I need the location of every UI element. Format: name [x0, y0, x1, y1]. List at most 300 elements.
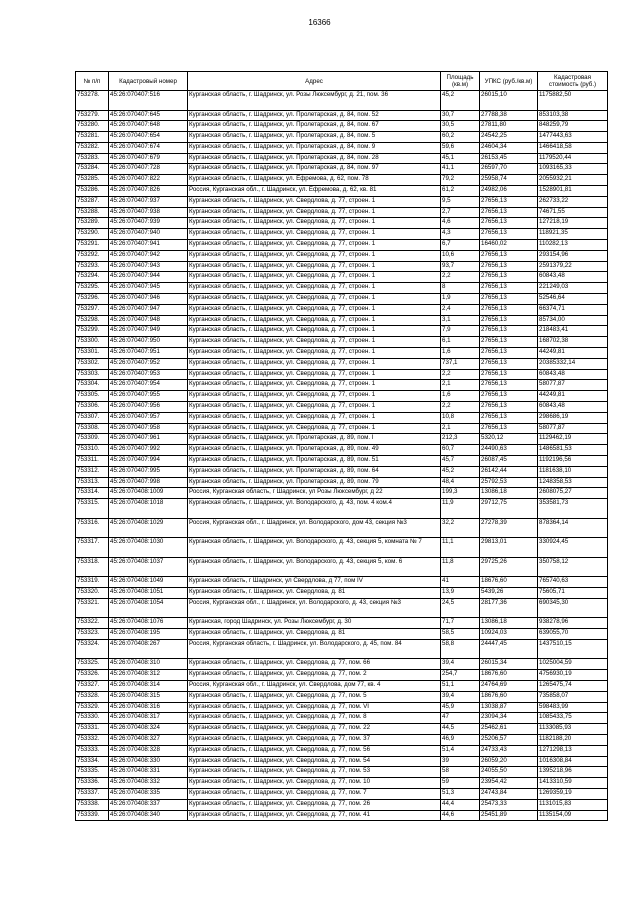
cadastral-number-cell: 45:26:070408:195 [109, 629, 188, 640]
table-row [76, 778, 608, 789]
row-number-cell: 753313. [76, 477, 109, 488]
row-number-cell: 753304. [76, 380, 109, 391]
cadastral-value-cell: 765740,63 [538, 577, 608, 588]
upks-cell: 13086,18 [480, 488, 538, 499]
cadastral-number-cell: 45:26:070407:944 [109, 272, 188, 283]
address-cell: Курганская область, г. Шадринск, ул. Свердлова, д. 77, пом. 2 [188, 670, 441, 681]
row-number-cell: 753307. [76, 412, 109, 423]
area-cell: 45,2 [441, 91, 480, 111]
cadastral-number-cell: 45:26:070407:938 [109, 207, 188, 218]
address-cell: Курганская область, г. Шадринск, ул. Свердлова, д. 77, строен. 1 [188, 304, 441, 315]
address-cell: Курганская область, г. Шадринск, ул. Свердлова, д. 77, пом. 26 [188, 799, 441, 810]
upks-cell: 24733,43 [480, 745, 538, 756]
row-number-cell: 753296. [76, 294, 109, 305]
row-number-cell: 753293. [76, 261, 109, 272]
upks-cell: 27656,13 [480, 412, 538, 423]
upks-cell: 24055,50 [480, 767, 538, 778]
cadastral-number-cell: 45:26:070407:998 [109, 477, 188, 488]
cadastral-number-cell: 45:26:070407:954 [109, 380, 188, 391]
upks-cell: 27656,13 [480, 337, 538, 348]
upks-cell: 24604,34 [480, 142, 538, 153]
cadastral-value-table [75, 71, 608, 821]
table-row [76, 121, 608, 132]
upks-cell: 29813,01 [480, 538, 538, 558]
cadastral-value-cell: 127218,19 [538, 218, 608, 229]
upks-cell: 18676,60 [480, 670, 538, 681]
table-row [76, 423, 608, 434]
upks-cell: 24764,69 [480, 680, 538, 691]
area-cell: 2,4 [441, 304, 480, 315]
cadastral-number-cell: 45:26:070408:330 [109, 756, 188, 767]
cadastral-number-cell: 45:26:070408:1051 [109, 587, 188, 598]
row-number-cell: 753282. [76, 142, 109, 153]
table-row [76, 402, 608, 413]
cadastral-value-cell: 221249,03 [538, 283, 608, 294]
table-row [76, 240, 608, 251]
upks-cell: 25792,53 [480, 477, 538, 488]
address-cell: Курганская область, г. Шадринск, ул. Свердлова, д. 77, строен. 1 [188, 348, 441, 359]
upks-cell: 25473,33 [480, 799, 538, 810]
area-cell: 3,1 [441, 315, 480, 326]
address-cell: Россия, Курганская обл., г. Шадринск, ул. Володарского, дом 43, секция №3 [188, 518, 441, 538]
cadastral-value-cell: 1093165,33 [538, 164, 608, 175]
area-cell: 47 [441, 713, 480, 724]
upks-cell: 27656,13 [480, 218, 538, 229]
cadastral-value-cell: 1477443,63 [538, 132, 608, 143]
cadastral-number-cell: 45:26:070407:945 [109, 283, 188, 294]
row-number-cell: 753309. [76, 434, 109, 445]
row-number-cell: 753315. [76, 499, 109, 519]
table-row [76, 477, 608, 488]
cadastral-number-cell: 45:26:070407:950 [109, 337, 188, 348]
upks-cell: 29725,26 [480, 557, 538, 577]
table-row [76, 788, 608, 799]
cadastral-number-cell: 45:26:070407:994 [109, 456, 188, 467]
row-number-cell: 753281. [76, 132, 109, 143]
cadastral-value-cell: 118921,35 [538, 229, 608, 240]
row-number-cell: 753308. [76, 423, 109, 434]
table-row [76, 391, 608, 402]
upks-cell: 23954,42 [480, 778, 538, 789]
cadastral-value-cell: 52546,64 [538, 294, 608, 305]
area-cell: 2,2 [441, 369, 480, 380]
address-cell: Курганская область, г. Шадринск, ул. Свердлова, д. 77, строен. 1 [188, 196, 441, 207]
area-cell: 60,2 [441, 132, 480, 143]
cadastral-number-cell: 45:26:070407:952 [109, 358, 188, 369]
row-number-cell: 753323. [76, 629, 109, 640]
upks-cell: 27656,13 [480, 391, 538, 402]
table-row [76, 724, 608, 735]
row-number-cell: 753295. [76, 283, 109, 294]
row-number-cell: 753321. [76, 598, 109, 618]
upks-cell: 27656,13 [480, 272, 538, 283]
table-row [76, 618, 608, 629]
cadastral-number-cell: 45:26:070407:937 [109, 196, 188, 207]
area-cell: 79,2 [441, 175, 480, 186]
cadastral-number-cell: 45:26:070407:822 [109, 175, 188, 186]
area-cell: 44,4 [441, 799, 480, 810]
table-row [76, 196, 608, 207]
row-number-cell: 753290. [76, 229, 109, 240]
cadastral-value-cell: 75605,71 [538, 587, 608, 598]
cadastral-number-cell: 45:26:070408:1054 [109, 598, 188, 618]
area-cell: 39 [441, 756, 480, 767]
table-row [76, 756, 608, 767]
row-number-cell: 753334. [76, 756, 109, 767]
address-cell: Курганская область, г. Шадринск, ул. Пролетарская, д. 89, пом. 64 [188, 466, 441, 477]
address-cell: Курганская область, г. Шадринск, ул. Свердлова, д. 77, строен. 1 [188, 402, 441, 413]
address-cell: Курганская область, г. Шадринск, ул. Свердлова, д. 77, строен. 1 [188, 337, 441, 348]
upks-cell: 26059,20 [480, 756, 538, 767]
area-cell: 41,1 [441, 164, 480, 175]
cadastral-value-cell: 1265475,74 [538, 680, 608, 691]
address-cell: Курганская область, г. Шадринск, ул. Свердлова, д. 77, строен. 1 [188, 261, 441, 272]
cadastral-value-cell: 598483,99 [538, 702, 608, 713]
row-number-cell: 753279. [76, 110, 109, 121]
cadastral-number-cell: 45:26:070407:942 [109, 250, 188, 261]
row-number-cell: 753324. [76, 639, 109, 659]
cadastral-value-cell: 1131015,83 [538, 799, 608, 810]
address-cell: Курганская область, г. Шадринск, ул. Свердлова, д. 81 [188, 587, 441, 598]
address-cell: Курганская область, г. Шадринск, ул. Свердлова, д. 77, строен. 1 [188, 412, 441, 423]
upks-cell: 27656,13 [480, 207, 538, 218]
area-cell: 51,4 [441, 745, 480, 756]
upks-cell: 5439,26 [480, 587, 538, 598]
cadastral-value-cell: 60843,48 [538, 272, 608, 283]
table-row [76, 577, 608, 588]
upks-cell: 28177,36 [480, 598, 538, 618]
row-number-cell: 753328. [76, 691, 109, 702]
upks-cell: 13086,18 [480, 618, 538, 629]
cadastral-number-cell: 45:26:070408:316 [109, 702, 188, 713]
upks-cell: 24447,45 [480, 639, 538, 659]
row-number-cell: 753337. [76, 788, 109, 799]
address-cell: Курганская область, г Шадринск, ул Свердлова, д 77, пом IV [188, 577, 441, 588]
cadastral-value-cell: 4756930,19 [538, 670, 608, 681]
area-cell: 4,6 [441, 218, 480, 229]
upks-cell: 25462,61 [480, 724, 538, 735]
area-cell: 1,6 [441, 348, 480, 359]
cadastral-value-cell: 1179520,44 [538, 153, 608, 164]
row-number-cell: 753330. [76, 713, 109, 724]
row-number-cell: 753288. [76, 207, 109, 218]
cadastral-number-cell: 45:26:070408:314 [109, 680, 188, 691]
upks-cell: 16460,02 [480, 240, 538, 251]
area-cell: 30,7 [441, 110, 480, 121]
area-cell: 51,1 [441, 680, 480, 691]
table-row [76, 680, 608, 691]
upks-cell: 5320,12 [480, 434, 538, 445]
row-number-cell: 753280. [76, 121, 109, 132]
table-row [76, 745, 608, 756]
area-cell: 1,6 [441, 391, 480, 402]
address-cell: Курганская, город Шадринск, ул. Розы Люксембург, д. 30 [188, 618, 441, 629]
cadastral-value-cell: 1466418,58 [538, 142, 608, 153]
cadastral-number-cell: 45:26:070407:941 [109, 240, 188, 251]
cadastral-value-cell: 262733,22 [538, 196, 608, 207]
area-cell: 61,2 [441, 186, 480, 197]
table-row [76, 294, 608, 305]
table-row [76, 734, 608, 745]
cadastral-number-cell: 45:26:070407:956 [109, 402, 188, 413]
table-row [76, 466, 608, 477]
upks-cell: 18676,60 [480, 577, 538, 588]
table-row [76, 326, 608, 337]
cadastral-value-cell: 938278,96 [538, 618, 608, 629]
address-cell: Курганская область, г. Шадринск, ул. Свердлова, д. 77, пом. 53 [188, 767, 441, 778]
area-cell: 44,5 [441, 724, 480, 735]
table-row [76, 175, 608, 186]
table-row [76, 250, 608, 261]
header-area: Площадь (кв.м) [441, 72, 480, 91]
cadastral-value-cell: 20385332,14 [538, 358, 608, 369]
table-row [76, 691, 608, 702]
upks-cell: 26015,10 [480, 91, 538, 111]
upks-cell: 27656,13 [480, 315, 538, 326]
area-cell: 4,3 [441, 229, 480, 240]
cadastral-number-cell: 45:26:070407:946 [109, 294, 188, 305]
address-cell: Россия, Курганская обл., г. Шадринск, ул. Ефремова, д. 62, кв. 81 [188, 186, 441, 197]
table-row [76, 810, 608, 821]
area-cell: 8 [441, 283, 480, 294]
upks-cell: 27656,13 [480, 229, 538, 240]
area-cell: 212,3 [441, 434, 480, 445]
upks-cell: 27656,13 [480, 261, 538, 272]
upks-cell: 27788,38 [480, 110, 538, 121]
cadastral-value-cell: 878364,14 [538, 518, 608, 538]
address-cell: Курганская область, г. Шадринск, ул. Свердлова, д. 77, строен. 1 [188, 380, 441, 391]
table-row [76, 261, 608, 272]
upks-cell: 29712,75 [480, 499, 538, 519]
area-cell: 2,2 [441, 272, 480, 283]
address-cell: Курганская область, г. Шадринск, ул. Свердлова, д. 77, пом. 66 [188, 659, 441, 670]
address-cell: Курганская область, г. Шадринск, ул. Пролетарская, д. 89, пом. 79 [188, 477, 441, 488]
table-row [76, 629, 608, 640]
cadastral-number-cell: 45:26:070407:953 [109, 369, 188, 380]
cadastral-number-cell: 45:26:070408:327 [109, 734, 188, 745]
cadastral-value-cell: 639055,70 [538, 629, 608, 640]
table-row [76, 315, 608, 326]
upks-cell: 27278,39 [480, 518, 538, 538]
upks-cell: 13038,87 [480, 702, 538, 713]
row-number-cell: 753285. [76, 175, 109, 186]
table-row [76, 283, 608, 294]
address-cell: Курганская область, г. Шадринск, ул. Пролетарская, д. 84, пом. 97 [188, 164, 441, 175]
row-number-cell: 753331. [76, 724, 109, 735]
area-cell: 1,9 [441, 294, 480, 305]
address-cell: Курганская область, г. Шадринск, ул. Свердлова, д. 81 [188, 629, 441, 640]
table-row [76, 670, 608, 681]
cadastral-value-cell: 218483,41 [538, 326, 608, 337]
cadastral-value-cell: 1192196,56 [538, 456, 608, 467]
table-row [76, 412, 608, 423]
row-number-cell: 753311. [76, 456, 109, 467]
area-cell: 11,8 [441, 557, 480, 577]
table-row [76, 369, 608, 380]
row-number-cell: 753305. [76, 391, 109, 402]
row-number-cell: 753339. [76, 810, 109, 821]
cadastral-number-cell: 45:26:070408:1037 [109, 557, 188, 577]
header-upks: УПКС (руб./кв.м) [480, 72, 538, 91]
address-cell: Курганская область, г. Шадринск, ул. Свердлова, д. 77, пом. 10 [188, 778, 441, 789]
cadastral-value-cell: 848259,79 [538, 121, 608, 132]
cadastral-number-cell: 45:26:070407:674 [109, 142, 188, 153]
address-cell: Курганская область, г. Шадринск, ул. Свердлова, д. 77, пом. 37 [188, 734, 441, 745]
table-row [76, 380, 608, 391]
cadastral-number-cell: 45:26:070408:331 [109, 767, 188, 778]
cadastral-number-cell: 45:26:070407:949 [109, 326, 188, 337]
cadastral-value-cell: 1016308,84 [538, 756, 608, 767]
row-number-cell: 753316. [76, 518, 109, 538]
upks-cell: 27656,13 [480, 402, 538, 413]
cadastral-number-cell: 45:26:070407:955 [109, 391, 188, 402]
row-number-cell: 753301. [76, 348, 109, 359]
address-cell: Курганская область, г. Шадринск, ул. Володарского, д. 43, пом. 4 ком.4 [188, 499, 441, 519]
area-cell: 45,7 [441, 456, 480, 467]
page-number: 16366 [308, 18, 331, 27]
cadastral-number-cell: 45:26:070408:315 [109, 691, 188, 702]
table-header-row [76, 72, 608, 91]
table-row [76, 358, 608, 369]
row-number-cell: 753278. [76, 91, 109, 111]
area-cell: 13,9 [441, 587, 480, 598]
address-cell: Курганская область, г. Шадринск, ул. Свердлова, д. 77, пом. 41 [188, 810, 441, 821]
table-row [76, 639, 608, 659]
cadastral-number-cell: 45:26:070407:654 [109, 132, 188, 143]
table-row [76, 272, 608, 283]
area-cell: 71,7 [441, 618, 480, 629]
table-row [76, 434, 608, 445]
header-cadastral-number: Кадастровый номер [109, 72, 188, 91]
address-cell: Курганская область, г. Шадринск, ул. Свердлова, д. 77, пом. 8 [188, 713, 441, 724]
area-cell: 39,4 [441, 659, 480, 670]
cadastral-value-cell: 110282,13 [538, 240, 608, 251]
table-row [76, 218, 608, 229]
upks-cell: 27656,13 [480, 369, 538, 380]
address-cell: Курганская область, г. Шадринск, ул. Розы Люксембург, д. 21, пом. 36 [188, 91, 441, 111]
address-cell: Курганская область, г. Шадринск, ул. Свердлова, д. 77, пом. 22 [188, 724, 441, 735]
cadastral-value-cell: 60843,48 [538, 402, 608, 413]
area-cell: 199,3 [441, 488, 480, 499]
row-number-cell: 753326. [76, 670, 109, 681]
cadastral-value-cell: 66374,71 [538, 304, 608, 315]
area-cell: 41 [441, 577, 480, 588]
row-number-cell: 753303. [76, 369, 109, 380]
upks-cell: 27656,13 [480, 348, 538, 359]
cadastral-number-cell: 45:26:070407:958 [109, 423, 188, 434]
area-cell: 48,4 [441, 477, 480, 488]
upks-cell: 27811,80 [480, 121, 538, 132]
address-cell: Курганская область, г. Шадринск, ул. Свердлова, д. 77, строен. 1 [188, 218, 441, 229]
cadastral-number-cell: 45:26:070408:267 [109, 639, 188, 659]
upks-cell: 27656,13 [480, 250, 538, 261]
cadastral-value-cell: 353581,73 [538, 499, 608, 519]
area-cell: 9,5 [441, 196, 480, 207]
area-cell: 45,1 [441, 153, 480, 164]
cadastral-number-cell: 45:26:070407:648 [109, 121, 188, 132]
table-row [76, 499, 608, 519]
table-row [76, 538, 608, 558]
cadastral-number-cell: 45:26:070407:679 [109, 153, 188, 164]
row-number-cell: 753329. [76, 702, 109, 713]
row-number-cell: 753302. [76, 358, 109, 369]
area-cell: 6,1 [441, 337, 480, 348]
table-row [76, 456, 608, 467]
cadastral-value-cell: 293154,96 [538, 250, 608, 261]
upks-cell: 27656,13 [480, 423, 538, 434]
row-number-cell: 753338. [76, 799, 109, 810]
cadastral-number-cell: 45:26:070408:1009 [109, 488, 188, 499]
upks-cell: 26142,44 [480, 466, 538, 477]
upks-cell: 26597,70 [480, 164, 538, 175]
area-cell: 58 [441, 767, 480, 778]
table-body [76, 91, 608, 821]
address-cell: Курганская область, г. Шадринск, ул. Свердлова, д. 77, строен. 1 [188, 369, 441, 380]
cadastral-value-cell: 58077,87 [538, 423, 608, 434]
cadastral-value-cell: 1269359,19 [538, 788, 608, 799]
address-cell: Курганская область, г. Шадринск, ул. Володарского, д. 43, секция 5, ком. 6 [188, 557, 441, 577]
area-cell: 2,7 [441, 207, 480, 218]
upks-cell: 27656,13 [480, 294, 538, 305]
cadastral-value-cell: 60843,48 [538, 369, 608, 380]
cadastral-number-cell: 45:26:070407:516 [109, 91, 188, 111]
address-cell: Курганская область, г. Шадринск, ул. Володарского, д. 43, секция 5, комната № 7 [188, 538, 441, 558]
table-row [76, 132, 608, 143]
row-number-cell: 753310. [76, 445, 109, 456]
cadastral-value-cell: 85734,00 [538, 315, 608, 326]
row-number-cell: 753287. [76, 196, 109, 207]
cadastral-value-cell: 1271298,13 [538, 745, 608, 756]
area-cell: 2,1 [441, 423, 480, 434]
cadastral-value-cell: 1133085,93 [538, 724, 608, 735]
row-number-cell: 753286. [76, 186, 109, 197]
upks-cell: 25206,57 [480, 734, 538, 745]
cadastral-number-cell: 45:26:070408:332 [109, 778, 188, 789]
upks-cell: 26087,45 [480, 456, 538, 467]
table-row [76, 229, 608, 240]
row-number-cell: 753298. [76, 315, 109, 326]
cadastral-value-cell: 1129462,19 [538, 434, 608, 445]
table-row [76, 598, 608, 618]
address-cell: Курганская область, г. Шадринск, ул. Ефремова, д. 62, пом. 78 [188, 175, 441, 186]
cadastral-number-cell: 45:26:070408:335 [109, 788, 188, 799]
table-row [76, 164, 608, 175]
cadastral-value-cell: 44249,81 [538, 348, 608, 359]
table-row [76, 659, 608, 670]
row-number-cell: 753327. [76, 680, 109, 691]
table-row [76, 348, 608, 359]
upks-cell: 24542,25 [480, 132, 538, 143]
table-row [76, 337, 608, 348]
address-cell: Курганская область, г. Шадринск, ул. Свердлова, д. 77, строен. 1 [188, 294, 441, 305]
cadastral-number-cell: 45:26:070408:1030 [109, 538, 188, 558]
cadastral-number-cell: 45:26:070408:1029 [109, 518, 188, 538]
cadastral-number-cell: 45:26:070408:328 [109, 745, 188, 756]
upks-cell: 24490,63 [480, 445, 538, 456]
cadastral-number-cell: 45:26:070407:943 [109, 261, 188, 272]
address-cell: Россия, Курганская область, г Шадринск, ул Розы Люксембург, д 22 [188, 488, 441, 499]
area-cell: 737,1 [441, 358, 480, 369]
address-cell: Курганская область, г. Шадринск, ул. Свердлова, д. 77, пом. 56 [188, 745, 441, 756]
header-cadastral-value: Кадастровая стоимость (руб.) [538, 72, 608, 91]
address-cell: Курганская область, г. Шадринск, ул. Пролетарская, д. 89, пом. 51 [188, 456, 441, 467]
upks-cell: 23094,34 [480, 713, 538, 724]
cadastral-number-cell: 45:26:070407:957 [109, 412, 188, 423]
cadastral-value-cell: 1025004,59 [538, 659, 608, 670]
cadastral-value-cell: 168702,38 [538, 337, 608, 348]
address-cell: Россия, Курганская обл., г. Шадринск, ул. Свердлова, дом 77, кв. 4 [188, 680, 441, 691]
address-cell: Курганская область, г. Шадринск, ул. Свердлова, д. 77, строен. 1 [188, 326, 441, 337]
